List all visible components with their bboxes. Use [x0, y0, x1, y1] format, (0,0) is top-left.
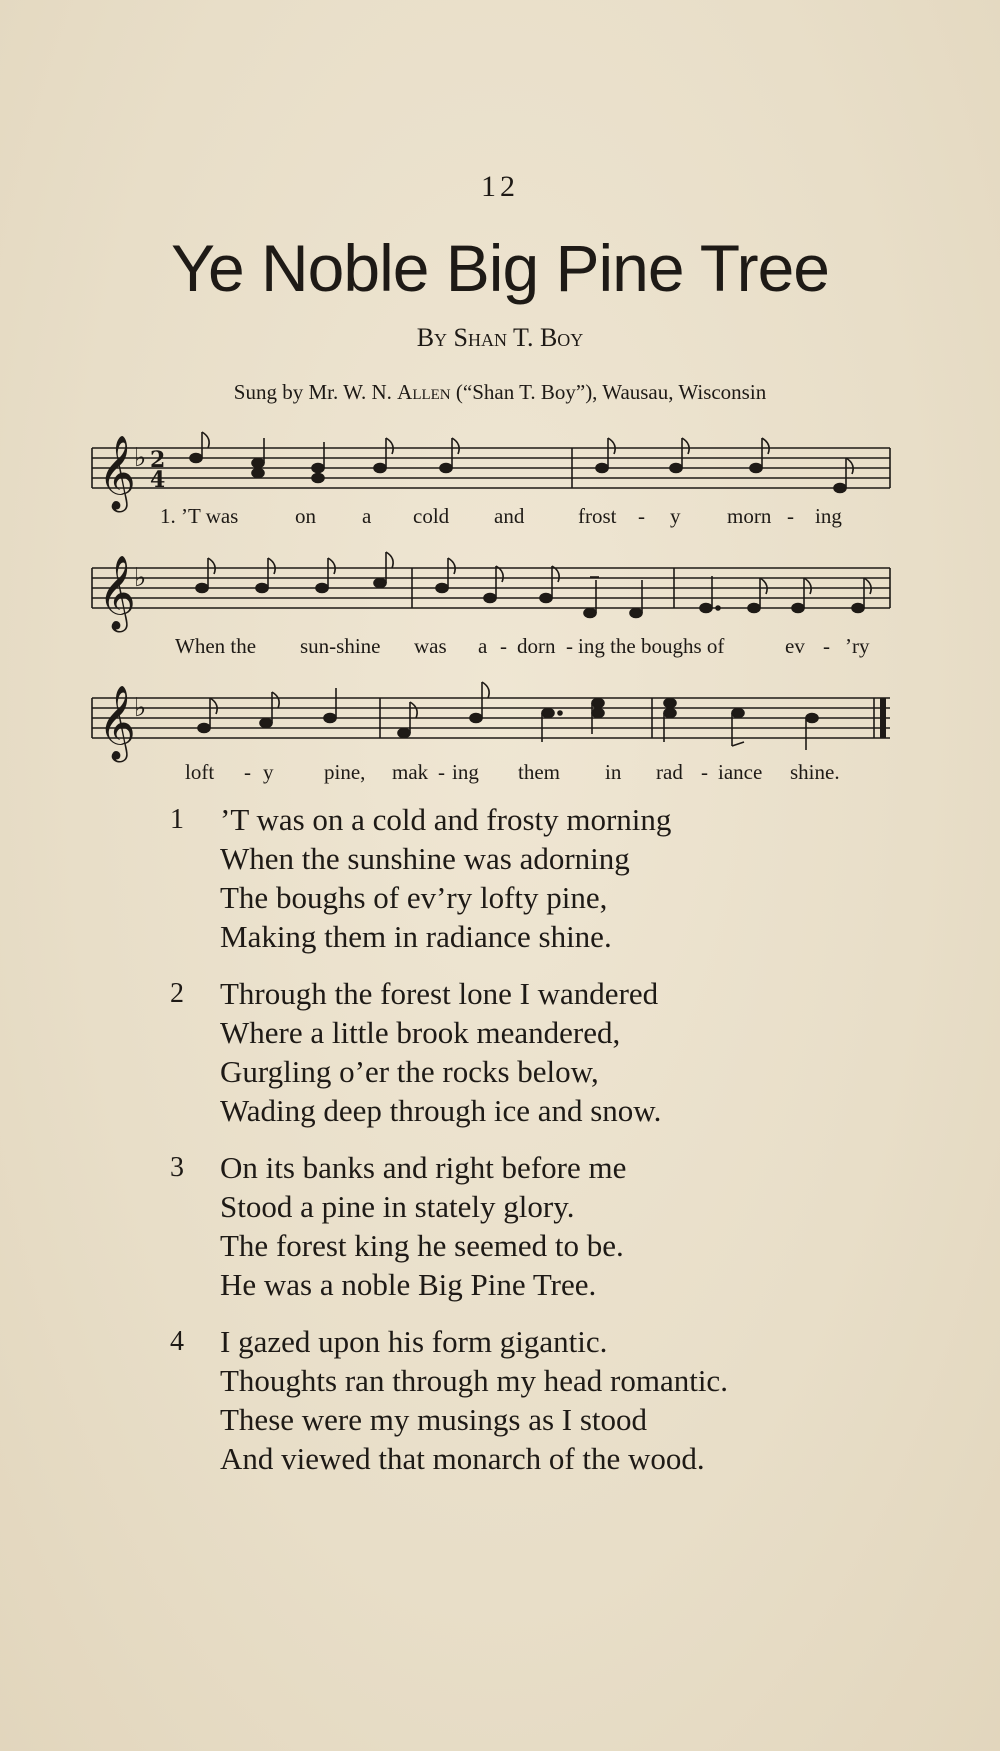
flat-sign-icon: ♭: [134, 443, 147, 473]
lyric-syllable: 1. ’T was: [160, 504, 239, 528]
verse-number: 1: [170, 804, 184, 835]
lyric-syllable: frost: [578, 504, 617, 528]
verse-line: When the sunshine was adorning: [220, 841, 630, 876]
verse-line: He was a noble Big Pine Tree.: [220, 1267, 597, 1302]
lyric-syllable: sun-shine: [300, 634, 381, 658]
lyric-hyphen: -: [638, 504, 645, 528]
music-staff-2: [0, 540, 1000, 640]
lyric-syllable: a: [478, 634, 488, 658]
final-barline-thick: [880, 698, 886, 738]
verse-number: 2: [170, 978, 184, 1009]
verse-1: [170, 800, 870, 956]
verse-2: [170, 974, 870, 1130]
lyric-syllable: cold: [413, 504, 450, 528]
verse-line: Through the forest lone I wandered: [220, 976, 659, 1011]
flat-sign-icon: ♭: [134, 693, 147, 723]
verse-3: [170, 1148, 870, 1304]
time-signature-top: 2: [150, 447, 166, 473]
lyrics-line-2: [0, 634, 1000, 662]
sung-by-suffix: (“Shan T. Boy”), Wausau, Wisconsin: [450, 380, 767, 404]
lyric-syllable: dorn: [517, 634, 556, 658]
song-title: Ye Noble Big Pine Tree: [170, 231, 829, 305]
treble-clef-icon: 𝄞: [98, 556, 136, 630]
verse-line: On its banks and right before me: [220, 1150, 627, 1185]
note: [540, 566, 559, 603]
verse-line: The boughs of ev’ry lofty pine,: [220, 880, 608, 915]
lyric-syllable: in: [605, 760, 622, 784]
verse-line: Where a little brook meandered,: [220, 1015, 621, 1050]
verse-line: And viewed that monarch of the wood.: [220, 1441, 705, 1476]
flat-sign-icon: ♭: [134, 563, 147, 593]
note: [542, 709, 562, 743]
lyric-syllable: When the: [175, 634, 257, 658]
verses: [170, 800, 870, 1496]
lyric-syllable: was: [414, 634, 447, 658]
sung-by-credit: [0, 380, 1000, 405]
lyric-syllable: them: [518, 760, 560, 784]
music-staff-3: [0, 670, 1000, 770]
treble-clef-icon: 𝄞: [98, 686, 136, 760]
verse-number: 3: [170, 1152, 184, 1183]
lyric-syllable: on: [295, 504, 316, 528]
lyric-hyphen: -: [500, 634, 507, 658]
note: [664, 699, 676, 743]
verse-line: The forest king he seemed to be.: [220, 1228, 624, 1263]
lyric-syllable: mak: [392, 760, 429, 784]
verse-line: I gazed upon his form gigantic.: [220, 1324, 608, 1359]
byline: By Shan T. Boy: [416, 323, 584, 352]
lyric-syllable: ev: [785, 634, 805, 658]
note: [374, 552, 393, 588]
lyric-syllable: ’ry: [845, 634, 870, 658]
lyric-syllable: pine,: [324, 760, 366, 784]
lyric-syllable: and: [494, 504, 525, 528]
lyric-hyphen: -: [244, 760, 251, 784]
lyric-syllable: ing: [452, 760, 479, 784]
lyric-syllable: y: [263, 760, 274, 784]
note: [700, 576, 720, 613]
note: [324, 688, 336, 723]
verse-line: ’T was on a cold and frosty morning: [220, 802, 672, 837]
lyric-hyphen: -: [438, 760, 445, 784]
sung-by-name: Allen: [397, 380, 451, 404]
lyric-hyphen: -: [701, 760, 708, 784]
lyric-syllable: loft: [185, 760, 215, 784]
lyric-syllable: iance: [718, 760, 763, 784]
verse-line: Thoughts ran through my head romantic.: [220, 1363, 728, 1398]
lyric-syllable: rad: [656, 760, 683, 784]
lyrics-line-3: [0, 760, 1000, 788]
verse-line: These were my musings as I stood: [220, 1402, 648, 1437]
lyric-syllable: ing: [815, 504, 842, 528]
lyric-syllable: a: [362, 504, 372, 528]
lyrics-line-1: [0, 504, 1000, 532]
lyric-syllable: shine.: [790, 760, 840, 784]
lyric-syllable: y: [670, 504, 681, 528]
note: [470, 682, 489, 723]
lyric-hyphen: -: [787, 504, 794, 528]
lyric-syllable: ing the boughs of: [578, 634, 725, 658]
note: [484, 566, 503, 603]
lyric-syllable: morn: [727, 504, 772, 528]
sung-by-prefix: Sung by Mr. W. N.: [233, 380, 398, 404]
verse-line: Wading deep through ice and snow.: [220, 1093, 662, 1128]
treble-clef-icon: 𝄞: [98, 436, 136, 510]
lyric-hyphen: -: [566, 634, 573, 658]
verse-number: 4: [170, 1326, 184, 1357]
page-number: 12: [481, 170, 519, 203]
verse-line: Making them in radiance shine.: [220, 919, 612, 954]
verse-line: Gurgling o’er the rocks below,: [220, 1054, 599, 1089]
note: [806, 714, 818, 751]
lyric-hyphen: -: [823, 634, 830, 658]
verse-4: [170, 1322, 870, 1478]
verse-line: Stood a pine in stately glory.: [220, 1189, 575, 1224]
time-signature-bottom: 4: [150, 467, 166, 493]
